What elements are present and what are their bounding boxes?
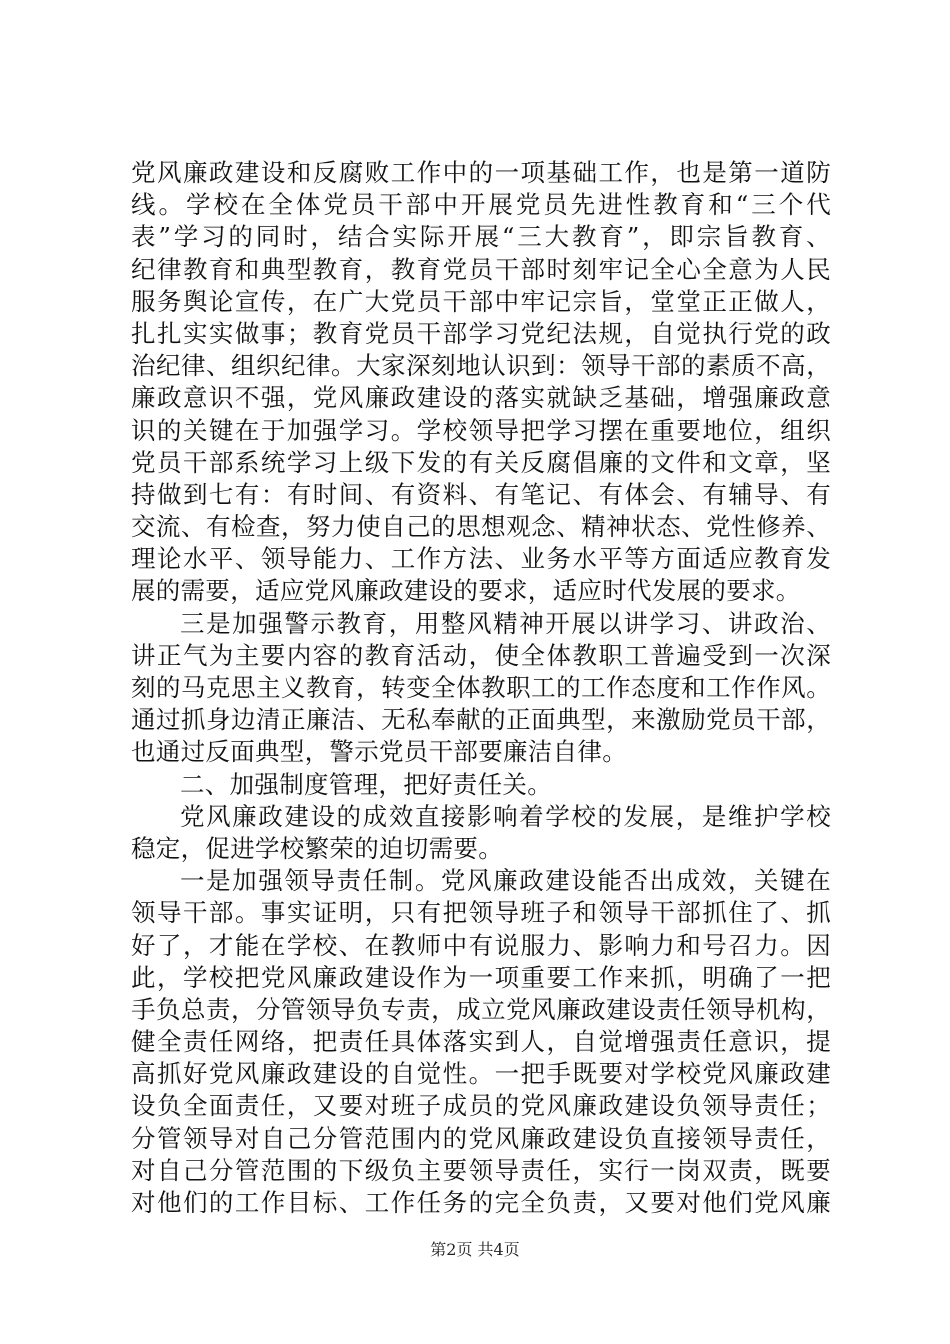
text-line: 也通过反面典型，警示党员干部要廉洁自律。 <box>131 737 627 767</box>
text-line: 纪律教育和典型教育，教育党员干部时刻牢记全心全意为人民 <box>131 254 831 284</box>
text-line: 设负全面责任，又要对班子成员的党风廉政建设负领导责任； <box>131 1091 831 1121</box>
text-line: 展的需要，适应党风廉政建设的要求，适应时代发展的要求。 <box>131 576 801 606</box>
text-line: 领导干部。事实证明，只有把领导班子和领导干部抓住了、抓 <box>131 898 831 928</box>
paragraph-start-line: 三是加强警示教育，用整风精神开展以讲学习、讲政治、 <box>180 608 831 638</box>
text-line: 好了，才能在学校、在教师中有说服力、影响力和号召力。因 <box>131 930 831 960</box>
text-line: 服务舆论宣传，在广大党员干部中牢记宗旨，堂堂正正做人， <box>131 286 831 316</box>
section-heading: 二、加强制度管理，把好责任关。 <box>180 769 552 799</box>
text-line: 对自己分管范围的下级负主要领导责任，实行一岗双责，既要 <box>131 1155 831 1185</box>
page-number-label: 第2页 共4页 <box>430 1240 520 1259</box>
body-text <box>131 157 831 1219</box>
paragraph-start-line: 一是加强领导责任制。党风廉政建设能否出成效，关键在 <box>180 866 831 896</box>
text-line: 通过抓身边清正廉洁、无私奉献的正面典型，来激励党员干部， <box>131 705 831 735</box>
text-line: 对他们的工作目标、工作任务的完全负责，又要对他们党风廉 <box>131 1188 831 1217</box>
text-line: 稳定，促进学校繁荣的迫切需要。 <box>131 833 503 863</box>
text-line: 理论水平、领导能力、工作方法、业务水平等方面适应教育发 <box>131 544 831 574</box>
text-line: 健全责任网络，把责任具体落实到人，自觉增强责任意识，提 <box>131 1027 831 1057</box>
text-line: 高抓好党风廉政建设的自觉性。一把手既要对学校党风廉政建 <box>131 1059 831 1089</box>
text-line: 扎扎实实做事；教育党员干部学习党纪法规，自觉执行党的政 <box>131 318 831 348</box>
text-line: 识的关键在于加强学习。学校领导把学习摆在重要地位，组织 <box>131 415 831 445</box>
text-line: 党风廉政建设和反腐败工作中的一项基础工作，也是第一道防 <box>131 158 831 187</box>
text-line: 讲正气为主要内容的教育活动，使全体教职工普遍受到一次深 <box>131 640 831 670</box>
text-line: 党员干部系统学习上级下发的有关反腐倡廉的文件和文章，坚 <box>131 447 831 477</box>
text-line: 廉政意识不强，党风廉政建设的落实就缺乏基础，增强廉政意 <box>131 383 831 413</box>
text-line: 交流、有检查，努力使自己的思想观念、精神状态、党性修养、 <box>131 512 831 542</box>
page-footer <box>0 1240 950 1260</box>
paragraph-start-line: 党风廉政建设的成效直接影响着学校的发展，是维护学校 <box>180 801 831 831</box>
text-line: 表”学习的同时，结合实际开展“三大教育”，即宗旨教育、 <box>131 222 831 252</box>
text-line: 刻的马克思主义教育，转变全体教职工的工作态度和工作作风。 <box>131 673 831 702</box>
text-line: 此，学校把党风廉政建设作为一项重要工作来抓，明确了一把 <box>131 962 831 992</box>
text-line: 治纪律、组织纪律。大家深刻地认识到：领导干部的素质不高， <box>131 351 831 381</box>
text-line: 分管领导对自己分管范围内的党风廉政建设负直接领导责任， <box>131 1123 831 1153</box>
text-line: 线。学校在全体党员干部中开展党员先进性教育和“三个代 <box>131 190 831 220</box>
text-line: 手负总责，分管领导负专责，成立党风廉政建设责任领导机构， <box>131 994 831 1024</box>
text-line: 持做到七有：有时间、有资料、有笔记、有体会、有辅导、有 <box>131 479 831 509</box>
